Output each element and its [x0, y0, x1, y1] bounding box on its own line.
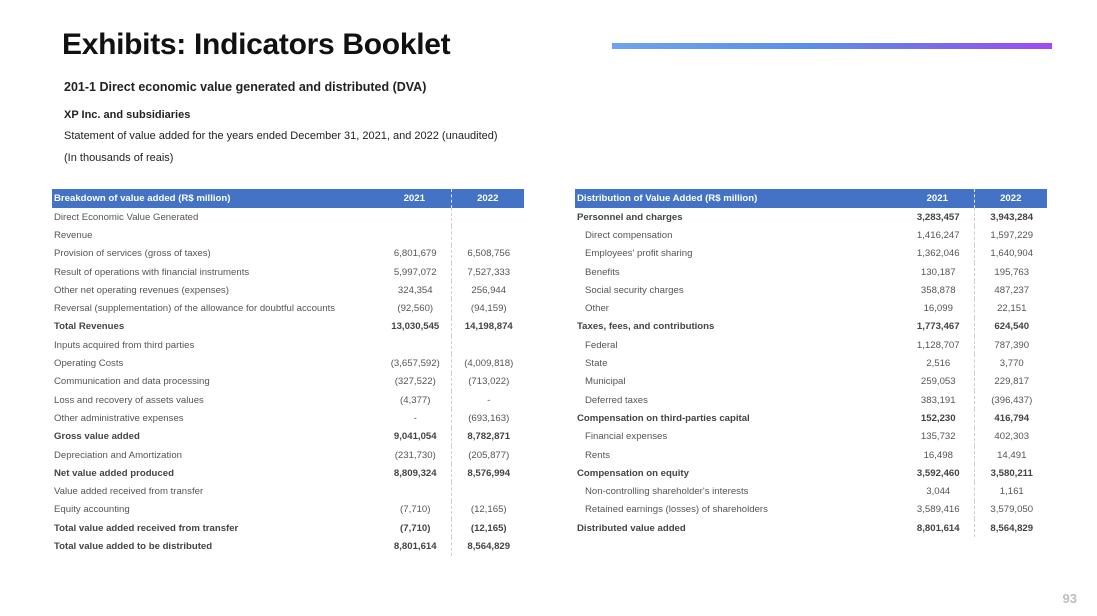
row-label: Compensation on third-parties capital: [577, 412, 750, 424]
table-row: [52, 428, 524, 446]
row-label: Municipal: [585, 376, 626, 388]
table-row: [52, 208, 524, 226]
row-label: Operating Costs: [54, 358, 124, 370]
row-label: Result of operations with financial instruments: [54, 266, 250, 278]
table-row: [52, 318, 524, 336]
value-2021: (92,560): [397, 303, 434, 315]
row-label: State: [585, 358, 608, 370]
value-2021: 9,041,054: [393, 431, 437, 443]
table-row: [52, 409, 524, 427]
value-2021: 130,187: [920, 266, 956, 278]
table-row: [52, 299, 524, 317]
table-row: [52, 501, 524, 519]
row-label: Other: [585, 303, 609, 315]
page-title: Exhibits: Indicators Booklet: [62, 28, 451, 61]
row-label: Federal: [585, 339, 618, 351]
row-label: Direct compensation: [585, 229, 673, 241]
table-row: [52, 281, 524, 299]
value-2021: 1,416,247: [916, 229, 960, 241]
value-2021: 16,099: [923, 303, 953, 315]
row-label: Net value added produced: [54, 467, 174, 479]
value-2021: 383,191: [920, 394, 956, 406]
row-label: Rents: [585, 449, 611, 461]
row-label: Distributed value added: [577, 522, 686, 534]
value-2021: 259,053: [920, 376, 956, 388]
row-label: Direct Economic Value Generated: [54, 211, 199, 223]
table-row: [575, 226, 1047, 244]
value-2021: 16,498: [923, 449, 953, 461]
table-row: [575, 263, 1047, 281]
column-header-2021: 2021: [378, 189, 451, 208]
value-2022: 8,576,994: [451, 464, 524, 482]
row-label: Revenue: [54, 229, 93, 241]
row-label: Total value added to be distributed: [54, 540, 213, 552]
table-row: [575, 428, 1047, 446]
table-row: [575, 482, 1047, 500]
table-row: [52, 245, 524, 263]
table-header-row: [575, 189, 1047, 208]
value-2022: 8,564,829: [974, 519, 1047, 537]
value-2021: 6,801,679: [393, 248, 437, 260]
value-2022: (693,163): [451, 409, 524, 427]
row-label: Depreciation and Amortization: [54, 449, 182, 461]
table-row: [52, 336, 524, 354]
table-row: [575, 391, 1047, 409]
row-label: Other net operating revenues (expenses): [54, 284, 229, 296]
column-header-breakdown: Breakdown of value added (R$ million): [52, 189, 378, 208]
value-2022: 3,943,284: [974, 208, 1047, 226]
value-added-breakdown-table: [52, 189, 524, 556]
row-label: Equity accounting: [54, 504, 130, 516]
row-label: Gross value added: [54, 431, 140, 443]
table-row: [575, 299, 1047, 317]
value-2022: 1,597,229: [974, 226, 1047, 244]
table-row: [52, 519, 524, 537]
value-2021: 358,878: [920, 284, 956, 296]
value-2022: 1,161: [974, 482, 1047, 500]
value-2022: 7,527,333: [451, 263, 524, 281]
value-2022: 787,390: [974, 336, 1047, 354]
value-2021: 1,128,707: [916, 339, 960, 351]
table-row: [52, 482, 524, 500]
table-row: [575, 336, 1047, 354]
value-2022: (713,022): [451, 373, 524, 391]
table-row: [575, 281, 1047, 299]
value-2021: 135,732: [920, 431, 956, 443]
value-2022: 624,540: [974, 318, 1047, 336]
row-label: Reversal (supplementation) of the allowance for doubtful accounts: [54, 303, 336, 315]
row-label: Social security charges: [585, 284, 684, 296]
table-row: [52, 354, 524, 372]
value-2022: 3,579,050: [974, 501, 1047, 519]
value-2022: (94,159): [451, 299, 524, 317]
value-2021: 2,516: [926, 358, 951, 370]
value-2021: 3,044: [926, 486, 951, 498]
table-row: [575, 318, 1047, 336]
table-row: [52, 373, 524, 391]
value-2022: (205,877): [451, 446, 524, 464]
value-2021: 152,230: [920, 412, 956, 424]
value-2021: (7,710): [400, 504, 431, 516]
value-2021: 3,283,457: [916, 211, 960, 223]
column-header-2022: 2022: [451, 189, 524, 208]
value-2021: [378, 336, 451, 354]
table-row: [52, 464, 524, 482]
row-label: Provision of services (gross of taxes): [54, 248, 211, 260]
value-2022: 195,763: [974, 263, 1047, 281]
value-2022: 8,564,829: [451, 537, 524, 555]
table-row: [575, 409, 1047, 427]
value-2022: (396,437): [974, 391, 1047, 409]
row-label: Communication and data processing: [54, 376, 210, 388]
table-row: [52, 446, 524, 464]
table-row: [52, 263, 524, 281]
row-label: Employees' profit sharing: [585, 248, 693, 260]
table-row: [575, 373, 1047, 391]
value-2022: 416,794: [974, 409, 1047, 427]
value-2022: 229,817: [974, 373, 1047, 391]
value-2022: (4,009,818): [451, 354, 524, 372]
value-2022: 402,303: [974, 428, 1047, 446]
value-2021: 324,354: [397, 284, 433, 296]
company-name: XP Inc. and subsidiaries: [64, 109, 191, 121]
value-2021: -: [413, 412, 417, 424]
value-2021: 13,030,545: [391, 321, 440, 333]
table-row: [575, 208, 1047, 226]
row-label: Total value added received from transfer: [54, 522, 239, 534]
value-2021: 8,801,614: [393, 540, 437, 552]
value-2022: (12,165): [451, 519, 524, 537]
statement-description: Statement of value added for the years ended December 31, 2021, and 2022 (unaudited): [64, 130, 498, 142]
value-2021: 3,592,460: [916, 467, 960, 479]
value-2022: 3,580,211: [974, 464, 1047, 482]
row-label: Personnel and charges: [577, 211, 683, 223]
value-2021: 5,997,072: [393, 266, 437, 278]
value-2021: (4,377): [400, 394, 431, 406]
value-2021: [378, 482, 451, 500]
decorative-gradient-bar: [612, 43, 1052, 49]
section-subtitle: 201-1 Direct economic value generated and distributed (DVA): [64, 80, 427, 94]
value-2022: 14,491: [974, 446, 1047, 464]
value-2021: (327,522): [394, 376, 436, 388]
row-label: Value added received from transfer: [54, 486, 204, 498]
table-header-row: [52, 189, 524, 208]
value-2021: (3,657,592): [390, 358, 440, 370]
value-2022: 14,198,874: [451, 318, 524, 336]
row-label: Financial expenses: [585, 431, 668, 443]
value-2022: (12,165): [451, 501, 524, 519]
value-2021: 8,801,614: [916, 522, 960, 534]
value-2021: (231,730): [394, 449, 436, 461]
table-row: [575, 354, 1047, 372]
table-row: [575, 519, 1047, 537]
value-2022: 6,508,756: [451, 245, 524, 263]
row-label: Retained earnings (losses) of shareholders: [585, 504, 768, 516]
column-header-distribution: Distribution of Value Added (R$ million): [575, 189, 901, 208]
value-2021: 8,809,324: [393, 467, 437, 479]
row-label: Inputs acquired from third parties: [54, 339, 195, 351]
value-2022: [451, 482, 524, 500]
row-label: Loss and recovery of assets values: [54, 394, 204, 406]
value-2021: 1,362,046: [916, 248, 960, 260]
value-added-distribution-table: [575, 189, 1047, 537]
value-2022: [451, 226, 524, 244]
row-label: Taxes, fees, and contributions: [577, 321, 715, 333]
row-label: Non-controlling shareholder's interests: [585, 486, 749, 498]
column-header-2021: 2021: [901, 189, 974, 208]
value-2022: 3,770: [974, 354, 1047, 372]
table-row: [575, 464, 1047, 482]
value-2022: 256,944: [451, 281, 524, 299]
value-2022: 8,782,871: [451, 428, 524, 446]
value-2022: [451, 208, 524, 226]
units-note: (In thousands of reais): [64, 152, 174, 164]
value-2021: [378, 208, 451, 226]
row-label: Benefits: [585, 266, 620, 278]
value-2021: [378, 226, 451, 244]
row-label: Deferred taxes: [585, 394, 648, 406]
value-2022: 1,640,904: [974, 245, 1047, 263]
row-label: Total Revenues: [54, 321, 125, 333]
table-row: [575, 446, 1047, 464]
page-number: 93: [1062, 591, 1077, 606]
value-2022: [451, 336, 524, 354]
value-2021: 1,773,467: [916, 321, 960, 333]
value-2022: 22,151: [974, 299, 1047, 317]
value-2022: 487,237: [974, 281, 1047, 299]
table-row: [52, 391, 524, 409]
column-header-2022: 2022: [974, 189, 1047, 208]
row-label: Other administrative expenses: [54, 412, 184, 424]
value-2022: -: [451, 391, 524, 409]
table-row: [52, 226, 524, 244]
table-row: [575, 501, 1047, 519]
value-2021: (7,710): [400, 522, 431, 534]
table-row: [52, 537, 524, 555]
value-2021: 3,589,416: [916, 504, 960, 516]
table-row: [575, 245, 1047, 263]
row-label: Compensation on equity: [577, 467, 689, 479]
